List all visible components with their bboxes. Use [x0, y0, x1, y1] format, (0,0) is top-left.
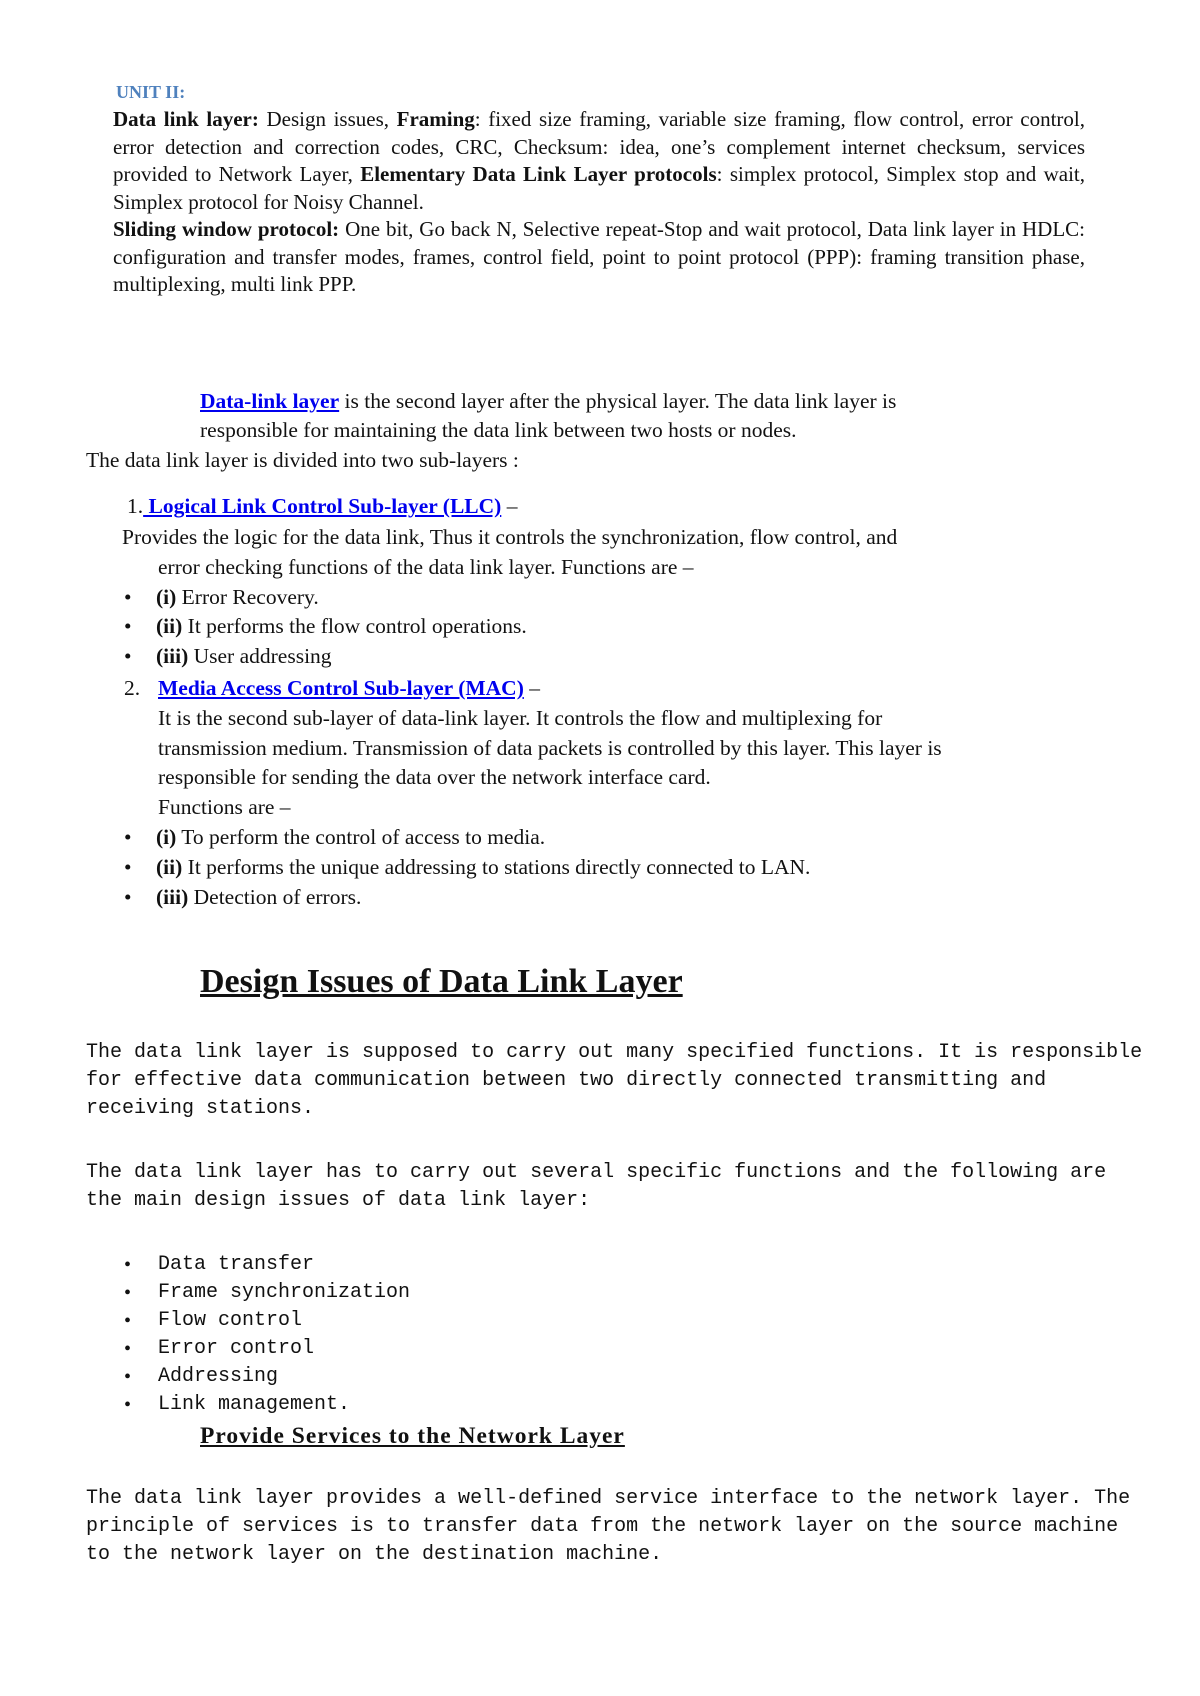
mac-description-line-4: Functions are – [158, 795, 291, 819]
issue-text: Flow control [158, 1309, 303, 1332]
item-number: (iii) [156, 644, 189, 668]
bullet-icon: • [124, 885, 132, 909]
llc-link[interactable]: Logical Link Control Sub-layer (LLC) [143, 494, 502, 518]
syllabus-text-run: : fixed size framing, variable size framing, flow control, error control, error detection and correction codes, CRC, Checksum: idea, one’s complement internet checksum, services provided to Network Layer, [113, 107, 1085, 186]
item-text: It performs the flow control operations. [182, 614, 527, 638]
item-text: To perform the control of access to media. [176, 825, 546, 849]
llc-description-line-1: Provides the logic for the data link, Thus it controls the synchronization, flow control, and [122, 525, 898, 549]
heading-dash: – [501, 494, 518, 518]
issue-text: Link management. [158, 1393, 351, 1416]
services-title: Provide Services to the Network Layer [200, 1423, 625, 1449]
item-text: User addressing [188, 644, 332, 668]
data-link-layer-link[interactable]: Data-link layer [200, 389, 340, 413]
mac-description-line-3: responsible for sending the data over the network interface card. [158, 765, 711, 789]
item-text: Detection of errors. [188, 885, 362, 909]
syllabus-paragraph-2 [113, 216, 1085, 299]
bullet-icon: • [124, 1366, 132, 1388]
item-number: (i) [156, 585, 177, 609]
mac-heading [124, 674, 540, 703]
bullet-icon: • [124, 585, 132, 609]
intro-line-2: responsible for maintaining the data link between two hosts or nodes. [200, 418, 797, 442]
bullet-icon: • [124, 1310, 132, 1332]
unit-label: UNIT II: [116, 82, 186, 102]
item-number: (ii) [156, 614, 183, 638]
syllabus-term: Framing [396, 107, 475, 131]
item-number: (i) [156, 825, 177, 849]
mac-description-line-1: It is the second sub-layer of data-link layer. It controls the flow and multiplexing for [158, 706, 883, 730]
llc-heading [127, 492, 517, 521]
syllabus-text-run: : simplex protocol, Simplex stop and wait, Simplex protocol for Noisy Channel. [113, 162, 1085, 214]
mac-link[interactable]: Media Access Control Sub-layer (MAC) [158, 676, 524, 700]
syllabus-text-run: Design issues, [258, 107, 397, 131]
issue-text: Addressing [158, 1365, 279, 1388]
item-text: It performs the unique addressing to stations directly connected to LAN. [182, 855, 811, 879]
item-number: (ii) [156, 855, 183, 879]
bullet-icon: • [124, 1338, 132, 1360]
issue-text: Frame synchronization [158, 1281, 411, 1304]
heading-dash: – [523, 676, 540, 700]
syllabus-text [113, 106, 1085, 299]
syllabus-text-run: One bit, Go back N, Selective repeat-Stop and wait protocol, Data link layer in HDLC: configuration and transfer modes, frames, control field, point to point protocol (PPP): framing transition phase, multiplexing, multi link PPP. [113, 217, 1086, 296]
design-issues-title: Design Issues of Data Link Layer [200, 963, 683, 1000]
bullet-icon: • [124, 1282, 132, 1304]
syllabus-paragraph-1 [113, 106, 1085, 216]
intro-text: is the second layer after the physical layer. The data link layer is [339, 389, 897, 413]
issue-text: Error control [158, 1337, 315, 1360]
bullet-icon: • [124, 644, 132, 668]
item-text: Error Recovery. [176, 585, 319, 609]
syllabus-term: Elementary Data Link Layer protocols [360, 162, 717, 186]
issue-text: Data transfer [158, 1253, 315, 1276]
list-number: 1. [127, 494, 144, 518]
bullet-icon: • [124, 825, 132, 849]
syllabus-term: Sliding window protocol: [113, 217, 340, 241]
bullet-icon: • [124, 1254, 132, 1276]
intro-line-1 [200, 387, 896, 416]
design-paragraph-1: The data link layer is supposed to carry out many specified functions. It is responsible for effective data communication between two directly connected transmitting and receiving stations. [86, 1041, 1143, 1120]
design-paragraph-2: The data link layer has to carry out several specific functions and the following are the main design issues of data link layer: [86, 1161, 1107, 1212]
bullet-icon: • [124, 1394, 132, 1416]
syllabus-term: Data link layer: [113, 107, 259, 131]
bullet-icon: • [124, 855, 132, 879]
item-number: (iii) [156, 885, 189, 909]
llc-description-line-2: error checking functions of the data link layer. Functions are – [158, 555, 694, 579]
list-number: 2. [124, 676, 141, 700]
intro-line-3: The data link layer is divided into two sub-layers : [86, 448, 519, 472]
mac-description-line-2: transmission medium. Transmission of data packets is controlled by this layer. This layer is [158, 736, 942, 760]
services-paragraph: The data link layer provides a well-defined service interface to the network layer. The principle of services is to transfer data from the network layer on the source machine to the network layer on the destination machine. [86, 1487, 1131, 1566]
bullet-icon: • [124, 614, 132, 638]
